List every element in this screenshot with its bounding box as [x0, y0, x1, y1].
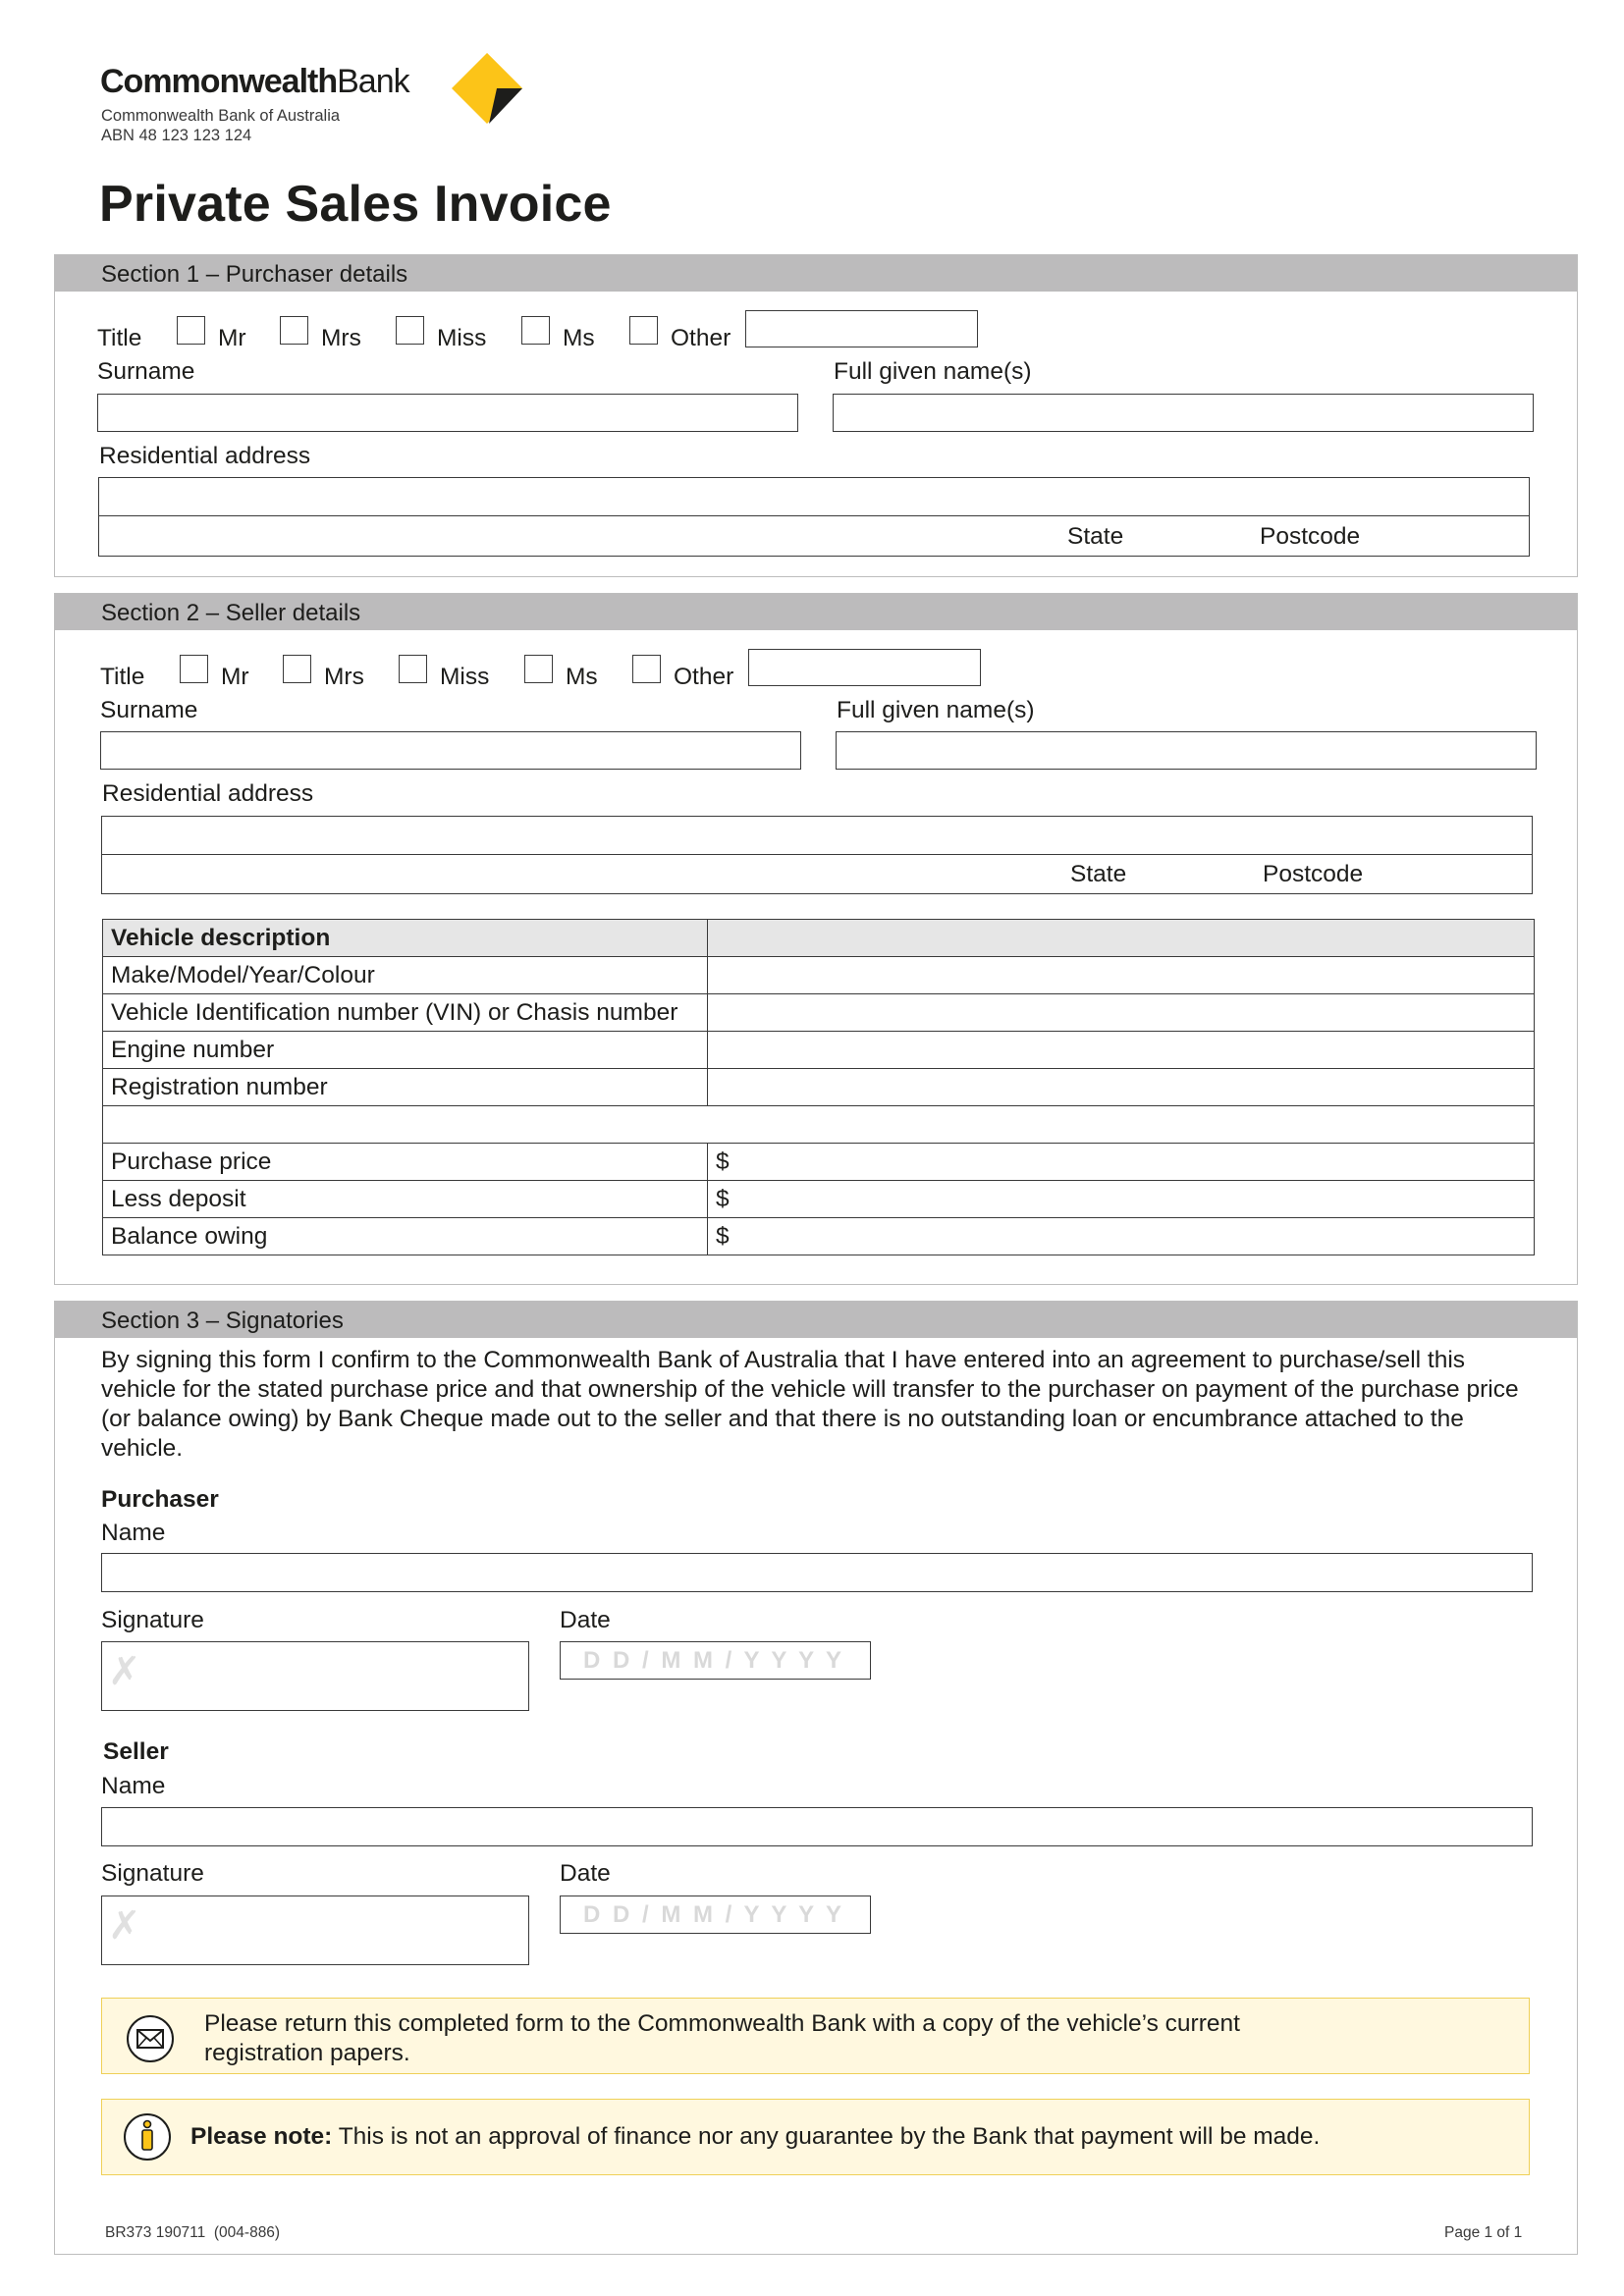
s2-address-line1-input[interactable]	[101, 816, 1533, 856]
s1-checkbox-mrs[interactable]	[280, 316, 308, 345]
less-deposit-input[interactable]: $	[708, 1181, 1535, 1218]
s2-other-title-input[interactable]	[748, 649, 981, 686]
s2-checkbox-mrs[interactable]	[283, 655, 311, 683]
section-2-header	[55, 594, 1577, 630]
s2-state-label: State	[1070, 861, 1127, 887]
vehicle-row-label: Registration number	[103, 1069, 708, 1106]
please-note-body: This is not an approval of finance nor any guarantee by the Bank that payment will be made.	[332, 2123, 1321, 2150]
logo-wordmark-bold: Commonwealth	[100, 63, 338, 100]
purchaser-signature-mark-icon: ✗	[108, 1650, 141, 1693]
return-note-text: Please return this completed form to the Commonwealth Bank with a copy of the vehicle’s current registration papers.	[204, 2010, 1240, 2066]
diamond-logo-icon	[450, 51, 526, 126]
s2-given-label: Full given name(s)	[837, 697, 1035, 723]
make-model-year-colour-input[interactable]	[708, 957, 1535, 994]
s1-surname-label: Surname	[97, 358, 195, 385]
seller-heading: Seller	[103, 1738, 169, 1765]
table-row	[103, 1181, 1535, 1218]
price-row-label: Balance owing	[103, 1218, 708, 1255]
section-1-header	[55, 255, 1577, 292]
seller-name-label: Name	[101, 1773, 166, 1799]
s2-checkbox-miss[interactable]	[399, 655, 427, 683]
s1-title-label: Title	[97, 325, 142, 351]
table-spacer-row	[103, 1106, 1535, 1144]
price-row-label: Purchase price	[103, 1144, 708, 1181]
section-3-heading: Section 3 – Signatories	[101, 1308, 344, 1334]
vehicle-row-label: Make/Model/Year/Colour	[103, 957, 708, 994]
logo-wordmark-light: Bank	[337, 63, 409, 100]
s2-given-input[interactable]	[836, 731, 1537, 770]
s1-option-mr: Mr	[218, 325, 246, 351]
purchaser-date-placeholder: D D / M M / Y Y Y Y	[583, 1647, 844, 1674]
purchaser-date-label: Date	[560, 1607, 611, 1633]
s2-address-label: Residential address	[102, 780, 314, 807]
seller-signature-mark-icon: ✗	[108, 1904, 141, 1948]
vehicle-row-label: Engine number	[103, 1032, 708, 1069]
vin-input[interactable]	[708, 994, 1535, 1032]
s2-checkbox-ms[interactable]	[524, 655, 553, 683]
table-row	[103, 1144, 1535, 1181]
table-row	[103, 1032, 1535, 1069]
table-row	[103, 957, 1535, 994]
purchase-price-input[interactable]: $	[708, 1144, 1535, 1181]
s1-checkbox-miss[interactable]	[396, 316, 424, 345]
abn: ABN 48 123 123 124	[101, 127, 252, 144]
purchaser-signature-box[interactable]	[101, 1641, 529, 1711]
s2-surname-input[interactable]	[100, 731, 801, 770]
s1-checkbox-other[interactable]	[629, 316, 658, 345]
s2-option-mr: Mr	[221, 664, 249, 690]
s2-option-ms: Ms	[566, 664, 598, 690]
legal-name: Commonwealth Bank of Australia	[101, 107, 341, 125]
s1-address-label: Residential address	[99, 443, 311, 469]
section-1-heading: Section 1 – Purchaser details	[101, 261, 408, 288]
s1-checkbox-ms[interactable]	[521, 316, 550, 345]
price-row-label: Less deposit	[103, 1181, 708, 1218]
s1-address-line1-input[interactable]	[98, 477, 1530, 517]
purchaser-signature-label: Signature	[101, 1607, 204, 1633]
purchaser-name-input[interactable]	[101, 1553, 1533, 1592]
purchaser-heading: Purchaser	[101, 1486, 219, 1513]
s2-option-mrs: Mrs	[324, 664, 364, 690]
vehicle-header-blank-cell	[708, 920, 1535, 957]
s2-checkbox-mr[interactable]	[180, 655, 208, 683]
s1-option-ms: Ms	[563, 325, 595, 351]
vehicle-description-heading: Vehicle description	[103, 920, 708, 957]
section-3-header	[55, 1302, 1577, 1338]
form-code: BR373 190711 (004-886)	[105, 2224, 281, 2241]
s1-checkbox-mr[interactable]	[177, 316, 205, 345]
seller-name-input[interactable]	[101, 1807, 1533, 1846]
s1-option-miss: Miss	[437, 325, 487, 351]
s1-option-mrs: Mrs	[321, 325, 361, 351]
seller-date-label: Date	[560, 1860, 611, 1887]
table-row	[103, 1218, 1535, 1255]
s2-surname-label: Surname	[100, 697, 198, 723]
purchaser-name-label: Name	[101, 1520, 166, 1546]
s1-postcode-label: Postcode	[1260, 523, 1361, 550]
balance-owing-input[interactable]: $	[708, 1218, 1535, 1255]
s2-title-label: Title	[100, 664, 145, 690]
s2-option-miss: Miss	[440, 664, 490, 690]
please-note-text	[190, 2122, 1506, 2152]
s2-option-other: Other	[674, 664, 734, 690]
page-title: Private Sales Invoice	[99, 176, 612, 233]
registration-number-input[interactable]	[708, 1069, 1535, 1106]
vehicle-row-label: Vehicle Identification number (VIN) or Chasis number	[103, 994, 708, 1032]
s2-postcode-label: Postcode	[1263, 861, 1364, 887]
s1-given-label: Full given name(s)	[834, 358, 1032, 385]
seller-date-placeholder: D D / M M / Y Y Y Y	[583, 1901, 844, 1928]
section-2-heading: Section 2 – Seller details	[101, 600, 361, 626]
engine-number-input[interactable]	[708, 1032, 1535, 1069]
brand-logo	[100, 63, 409, 101]
spacer-cell	[103, 1106, 1535, 1144]
s1-given-input[interactable]	[833, 394, 1534, 432]
please-note-label: Please note:	[190, 2123, 333, 2150]
declaration-text: By signing this form I confirm to the Commonwealth Bank of Australia that I have entered into an agreement to purchase/sell this vehicle for the stated purchase price and that ownership of the vehicle will transfer to the purchaser on payment of the purchase price (or balance owing) by Bank Cheque made out to the seller and that there is no outstanding loan or encumbrance attached to the vehicle.	[101, 1347, 1519, 1462]
seller-signature-box[interactable]	[101, 1896, 529, 1965]
s1-other-title-input[interactable]	[745, 310, 978, 347]
page-number: Page 1 of 1	[1444, 2224, 1523, 2241]
s2-checkbox-other[interactable]	[632, 655, 661, 683]
s1-state-label: State	[1067, 523, 1124, 550]
s1-option-other: Other	[671, 325, 731, 351]
table-row	[103, 994, 1535, 1032]
s1-surname-input[interactable]	[97, 394, 798, 432]
vehicle-table-header-row	[103, 920, 1535, 957]
table-row	[103, 1069, 1535, 1106]
seller-signature-label: Signature	[101, 1860, 204, 1887]
info-icon	[122, 2111, 173, 2163]
envelope-icon	[125, 2013, 176, 2064]
vehicle-description-table	[102, 919, 1535, 1255]
